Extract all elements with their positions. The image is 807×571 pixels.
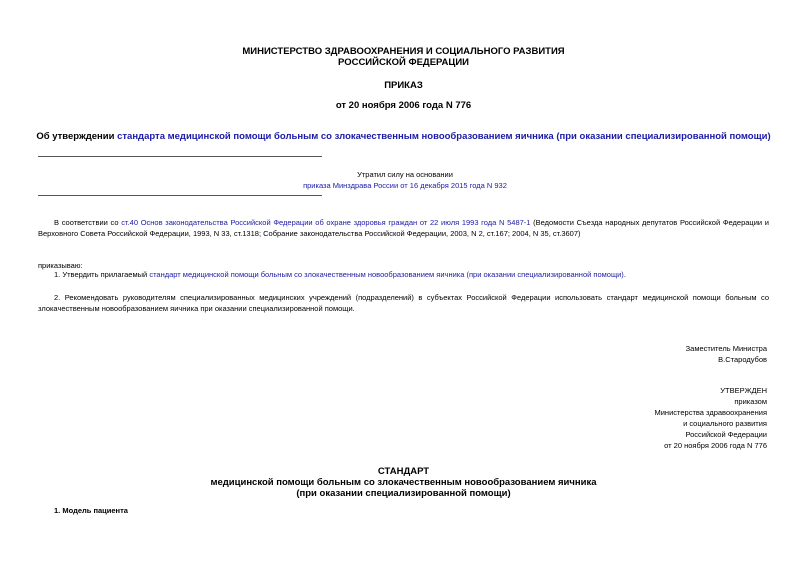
approval-line-3: и социального развития <box>683 419 767 428</box>
standard-line-1: медицинской помощи больным со злокачественным новообразованием яичника <box>210 477 597 488</box>
order-item-1 <box>54 269 769 280</box>
section-patient-model: 1. Модель пациента <box>54 506 128 515</box>
preamble-suffix: (Ведомости Съезда народных депутатов Российской Федерации и Верховного Совета Российской Федерации, 1993, N 33, ст.1318; Собрание законодательства Российской Федерации, 2003, N 2, ст.167; 2004, N 35, ст.3607) <box>38 218 769 238</box>
standard-title <box>0 466 807 499</box>
preamble-prefix: В соответствии со <box>54 218 122 227</box>
signature-position: Заместитель Министра <box>685 344 767 353</box>
standard-heading: СТАНДАРТ <box>377 466 430 477</box>
title-prefix: Об утверждении <box>36 131 118 142</box>
ministry-line-2: РОССИЙСКОЙ ФЕДЕРАЦИИ <box>337 57 469 68</box>
doc-title <box>0 131 807 142</box>
preamble-link[interactable]: ст.40 Основ законодательства Российской Федерации об охране здоровья граждан от 22 июля 1993 года N 5487-1 <box>121 218 531 227</box>
item1-prefix: 1. Утвердить прилагаемый <box>54 270 150 279</box>
title-link[interactable]: стандарта медицинской помощи больным со злокачественным новообразованием яичника (при оказании специализированной помощи) <box>117 131 771 142</box>
approval-heading: УТВЕРЖДЕН <box>720 386 767 395</box>
signature-name: В.Стародубов <box>718 355 767 364</box>
preamble <box>38 217 769 239</box>
item1-suffix: . <box>623 270 626 279</box>
item1-link[interactable]: стандарт медицинской помощи больным со злокачественным новообразованием яичника (при оказании специализированной помощи) <box>149 270 624 279</box>
approval-line-5: от 20 ноября 2006 года N 776 <box>664 441 767 450</box>
status-link[interactable]: приказа Минздрава России от 16 декабря 2015 года N 932 <box>303 181 507 190</box>
approval-line-1: приказом <box>734 397 767 406</box>
status-line: Утратил силу на основании <box>357 170 453 179</box>
divider-top <box>38 156 322 157</box>
ministry-name <box>0 46 807 68</box>
approval-block <box>655 385 768 451</box>
doc-type: ПРИКАЗ <box>384 80 423 91</box>
order-item-2: 2. Рекомендовать руководителям специализированных медицинских учреждений (подразделений) в субъектах Российской Федерации использовать стандарт медицинской помощи больным со злокачественным новообразованием яичника при оказании специализированной помощи. <box>38 293 769 313</box>
approval-line-2: Министерства здравоохранения <box>654 408 767 417</box>
approval-line-4: Российской Федерации <box>685 430 767 439</box>
ministry-line-1: МИНИСТЕРСТВО ЗДРАВООХРАНЕНИЯ И СОЦИАЛЬНОГО РАЗВИТИЯ <box>242 46 565 57</box>
signature-block <box>686 343 767 365</box>
doc-date-number: от 20 ноября 2006 года N 776 <box>335 100 472 111</box>
standard-line-2: (при оказании специализированной помощи) <box>296 488 511 499</box>
divider-bottom <box>38 195 322 196</box>
status-note <box>280 169 530 191</box>
order-word: приказываю: <box>38 261 83 270</box>
